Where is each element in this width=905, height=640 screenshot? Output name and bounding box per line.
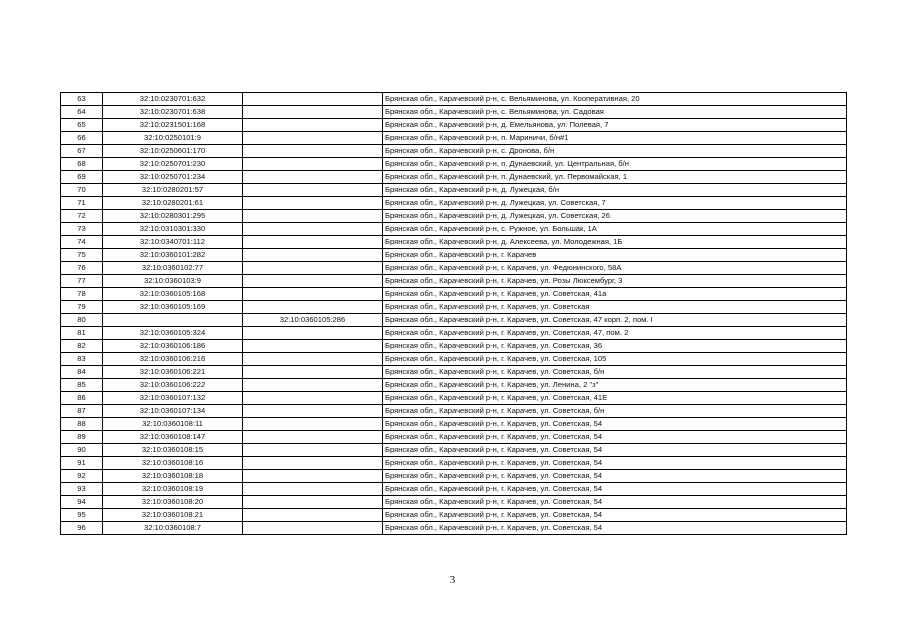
address-cell: Брянская обл., Карачевский р-н, г. Карачев, ул. Розы Люксембург, 3: [383, 275, 847, 288]
row-number-cell: 83: [61, 353, 103, 366]
row-number-cell: 87: [61, 405, 103, 418]
cadastral-number-secondary-cell: [243, 93, 383, 106]
row-number-cell: 92: [61, 470, 103, 483]
table-row: [61, 119, 847, 132]
cadastral-number-secondary-cell: [243, 340, 383, 353]
cadastral-number-cell: 32:10:0250701:234: [103, 171, 243, 184]
table-row: [61, 522, 847, 535]
cadastral-number-secondary-cell: [243, 145, 383, 158]
row-number-cell: 93: [61, 483, 103, 496]
address-cell: Брянская обл., Карачевский р-н, с. Вельяминова, ул. Садовая: [383, 106, 847, 119]
row-number-cell: 80: [61, 314, 103, 327]
row-number-cell: 72: [61, 210, 103, 223]
row-number-cell: 89: [61, 431, 103, 444]
cadastral-number-secondary-cell: 32:10:0360105:286: [243, 314, 383, 327]
cadastral-number-secondary-cell: [243, 132, 383, 145]
table-row: [61, 327, 847, 340]
cadastral-number-cell: 32:10:0360103:9: [103, 275, 243, 288]
page-number: 3: [449, 574, 456, 586]
address-cell: Брянская обл., Карачевский р-н, г. Карачев, ул. Советская, б/н: [383, 366, 847, 379]
cadastral-number-cell: 32:10:0360107:134: [103, 405, 243, 418]
cadastral-number-cell: 32:10:0360106:222: [103, 379, 243, 392]
row-number-cell: 79: [61, 301, 103, 314]
address-cell: Брянская обл., Карачевский р-н, г. Карачев, ул. Советская, 54: [383, 470, 847, 483]
address-cell: Брянская обл., Карачевский р-н, г. Карачев, ул. Советская, 54: [383, 496, 847, 509]
address-cell: Брянская обл., Карачевский р-н, г. Карачев, ул. Советская, 36: [383, 340, 847, 353]
table-body: [61, 93, 847, 535]
table-row: [61, 366, 847, 379]
address-cell: Брянская обл., Карачевский р-н, г. Карачев, ул. Советская: [383, 301, 847, 314]
address-cell: Брянская обл., Карачевский р-н, п. Дунаевский, ул. Первомайская, 1: [383, 171, 847, 184]
address-cell: Брянская обл., Карачевский р-н, г. Карачев, ул. Советская, 54: [383, 509, 847, 522]
address-cell: Брянская обл., Карачевский р-н, г. Карачев, ул. Советская, 47 корп. 2, пом. I: [383, 314, 847, 327]
address-cell: Брянская обл., Карачевский р-н, п. Мариничи, б/н#1: [383, 132, 847, 145]
row-number-cell: 68: [61, 158, 103, 171]
table-row: [61, 171, 847, 184]
table-row: [61, 158, 847, 171]
table-row: [61, 392, 847, 405]
row-number-cell: 94: [61, 496, 103, 509]
cadastral-number-secondary-cell: [243, 418, 383, 431]
address-cell: Брянская обл., Карачевский р-н, г. Карачев, ул. Советская, 54: [383, 444, 847, 457]
cadastral-number-secondary-cell: [243, 197, 383, 210]
cadastral-number-cell: 32:10:0230701:638: [103, 106, 243, 119]
address-cell: Брянская обл., Карачевский р-н, г. Карачев: [383, 249, 847, 262]
cadastral-number-cell: 32:10:0360105:169: [103, 301, 243, 314]
table-row: [61, 457, 847, 470]
cadastral-number-cell: 32:10:0340701:112: [103, 236, 243, 249]
row-number-cell: 71: [61, 197, 103, 210]
cadastral-number-cell: 32:10:0360108:16: [103, 457, 243, 470]
cadastral-number-cell: 32:10:0310301:330: [103, 223, 243, 236]
cadastral-number-secondary-cell: [243, 405, 383, 418]
address-cell: Брянская обл., Карачевский р-н, п. Дунаевский, ул. Центральная, б/н: [383, 158, 847, 171]
row-number-cell: 96: [61, 522, 103, 535]
table-row: [61, 483, 847, 496]
cadastral-number-secondary-cell: [243, 119, 383, 132]
cadastral-number-cell: 32:10:0360107:132: [103, 392, 243, 405]
cadastral-number-cell: 32:10:0360102:77: [103, 262, 243, 275]
row-number-cell: 70: [61, 184, 103, 197]
address-cell: Брянская обл., Карачевский р-н, г. Карачев, ул. Советская, 54: [383, 483, 847, 496]
cadastral-number-secondary-cell: [243, 249, 383, 262]
row-number-cell: 67: [61, 145, 103, 158]
row-number-cell: 65: [61, 119, 103, 132]
row-number-cell: 86: [61, 392, 103, 405]
table-row: [61, 340, 847, 353]
table-row: [61, 379, 847, 392]
table-row: [61, 223, 847, 236]
address-cell: Брянская обл., Карачевский р-н, д. Лужецкая, б/н: [383, 184, 847, 197]
table-row: [61, 132, 847, 145]
cadastral-number-secondary-cell: [243, 366, 383, 379]
row-number-cell: 76: [61, 262, 103, 275]
table-row: [61, 288, 847, 301]
cadastral-number-secondary-cell: [243, 522, 383, 535]
cadastral-number-secondary-cell: [243, 171, 383, 184]
table-row: [61, 509, 847, 522]
address-cell: Брянская обл., Карачевский р-н, г. Карачев, ул. Советская, 47, пом. 2: [383, 327, 847, 340]
address-cell: Брянская обл., Карачевский р-н, г. Карачев, ул. Федюнинского, 58А: [383, 262, 847, 275]
address-cell: Брянская обл., Карачевский р-н, с. Вельяминова, ул. Кооперативная, 20: [383, 93, 847, 106]
address-cell: Брянская обл., Карачевский р-н, д. Емельянова, ул. Полевая, 7: [383, 119, 847, 132]
cadastral-number-cell: 32:10:0280201:61: [103, 197, 243, 210]
cadastral-number-cell: 32:10:0230701:632: [103, 93, 243, 106]
row-number-cell: 74: [61, 236, 103, 249]
row-number-cell: 75: [61, 249, 103, 262]
cadastral-number-cell: 32:10:0360105:324: [103, 327, 243, 340]
cadastral-number-cell: 32:10:0280301:295: [103, 210, 243, 223]
address-cell: Брянская обл., Карачевский р-н, г. Карачев, ул. Советская, 54: [383, 431, 847, 444]
cadastral-number-secondary-cell: [243, 301, 383, 314]
cadastral-number-secondary-cell: [243, 327, 383, 340]
cadastral-number-secondary-cell: [243, 184, 383, 197]
table-row: [61, 249, 847, 262]
cadastral-number-cell: [103, 314, 243, 327]
cadastral-number-secondary-cell: [243, 457, 383, 470]
address-cell: Брянская обл., Карачевский р-н, г. Карачев, ул. Советская, 41а: [383, 288, 847, 301]
cadastral-number-cell: 32:10:0231501:168: [103, 119, 243, 132]
row-number-cell: 81: [61, 327, 103, 340]
cadastral-number-secondary-cell: [243, 288, 383, 301]
address-cell: Брянская обл., Карачевский р-н, г. Карачев, ул. Советская, 105: [383, 353, 847, 366]
cadastral-number-secondary-cell: [243, 496, 383, 509]
row-number-cell: 91: [61, 457, 103, 470]
cadastral-number-cell: 32:10:0250701:230: [103, 158, 243, 171]
cadastral-number-secondary-cell: [243, 223, 383, 236]
cadastral-number-secondary-cell: [243, 236, 383, 249]
table-row: [61, 405, 847, 418]
row-number-cell: 73: [61, 223, 103, 236]
cadastral-number-secondary-cell: [243, 431, 383, 444]
cadastral-number-cell: 32:10:0360108:11: [103, 418, 243, 431]
cadastral-number-cell: 32:10:0360108:147: [103, 431, 243, 444]
table-row: [61, 275, 847, 288]
address-cell: Брянская обл., Карачевский р-н, г. Карачев, ул. Советская, 41Е: [383, 392, 847, 405]
row-number-cell: 77: [61, 275, 103, 288]
row-number-cell: 78: [61, 288, 103, 301]
cadastral-number-secondary-cell: [243, 392, 383, 405]
address-cell: Брянская обл., Карачевский р-н, г. Карачев, ул. Советская, 54: [383, 418, 847, 431]
cadastral-number-secondary-cell: [243, 470, 383, 483]
cadastral-number-cell: 32:10:0250601:170: [103, 145, 243, 158]
table-row: [61, 262, 847, 275]
row-number-cell: 64: [61, 106, 103, 119]
cadastral-number-cell: 32:10:0360108:15: [103, 444, 243, 457]
row-number-cell: 69: [61, 171, 103, 184]
address-cell: Брянская обл., Карачевский р-н, д. Лужецкая, ул. Советская, 7: [383, 197, 847, 210]
address-cell: Брянская обл., Карачевский р-н, г. Карачев, ул. Советская, 54: [383, 457, 847, 470]
cadastral-number-secondary-cell: [243, 106, 383, 119]
cadastral-number-cell: 32:10:0360106:186: [103, 340, 243, 353]
address-cell: Брянская обл., Карачевский р-н, г. Карачев, ул. Советская, б/н: [383, 405, 847, 418]
address-cell: Брянская обл., Карачевский р-н, г. Карачев, ул. Советская, 54: [383, 522, 847, 535]
table-row: [61, 106, 847, 119]
address-cell: Брянская обл., Карачевский р-н, г. Карачев, ул. Ленина, 2 "з": [383, 379, 847, 392]
table-row: [61, 145, 847, 158]
row-number-cell: 84: [61, 366, 103, 379]
row-number-cell: 90: [61, 444, 103, 457]
table-row: [61, 197, 847, 210]
address-cell: Брянская обл., Карачевский р-н, с. Ружное, ул. Большак, 1А: [383, 223, 847, 236]
table-row: [61, 314, 847, 327]
table-row: [61, 444, 847, 457]
cadastral-number-cell: 32:10:0360106:221: [103, 366, 243, 379]
table-row: [61, 470, 847, 483]
cadastral-number-secondary-cell: [243, 509, 383, 522]
cadastral-number-secondary-cell: [243, 444, 383, 457]
table-row: [61, 93, 847, 106]
address-cell: Брянская обл., Карачевский р-н, с. Дронова, б/н: [383, 145, 847, 158]
row-number-cell: 82: [61, 340, 103, 353]
table-row: [61, 301, 847, 314]
cadastral-number-cell: 32:10:0360108:18: [103, 470, 243, 483]
table-row: [61, 418, 847, 431]
property-register-table: [60, 92, 847, 535]
row-number-cell: 95: [61, 509, 103, 522]
cadastral-number-cell: 32:10:0250101:9: [103, 132, 243, 145]
cadastral-number-secondary-cell: [243, 379, 383, 392]
table-row: [61, 184, 847, 197]
cadastral-number-cell: 32:10:0280201:57: [103, 184, 243, 197]
row-number-cell: 85: [61, 379, 103, 392]
table-row: [61, 496, 847, 509]
table-row: [61, 210, 847, 223]
row-number-cell: 66: [61, 132, 103, 145]
cadastral-number-secondary-cell: [243, 158, 383, 171]
row-number-cell: 88: [61, 418, 103, 431]
cadastral-number-secondary-cell: [243, 275, 383, 288]
cadastral-number-secondary-cell: [243, 210, 383, 223]
address-cell: Брянская обл., Карачевский р-н, д. Лужецкая, ул. Советская, 26: [383, 210, 847, 223]
cadastral-number-secondary-cell: [243, 262, 383, 275]
cadastral-number-secondary-cell: [243, 353, 383, 366]
cadastral-number-cell: 32:10:0360106:216: [103, 353, 243, 366]
cadastral-number-cell: 32:10:0360108:21: [103, 509, 243, 522]
table-row: [61, 353, 847, 366]
address-cell: Брянская обл., Карачевский р-н, д. Алексеева, ул. Молодежная, 1Б: [383, 236, 847, 249]
table-row: [61, 431, 847, 444]
cadastral-number-cell: 32:10:0360105:168: [103, 288, 243, 301]
table-row: [61, 236, 847, 249]
cadastral-number-cell: 32:10:0360108:19: [103, 483, 243, 496]
cadastral-number-cell: 32:10:0360101:282: [103, 249, 243, 262]
row-number-cell: 63: [61, 93, 103, 106]
cadastral-number-cell: 32:10:0360108:7: [103, 522, 243, 535]
cadastral-number-cell: 32:10:0360108:20: [103, 496, 243, 509]
cadastral-number-secondary-cell: [243, 483, 383, 496]
